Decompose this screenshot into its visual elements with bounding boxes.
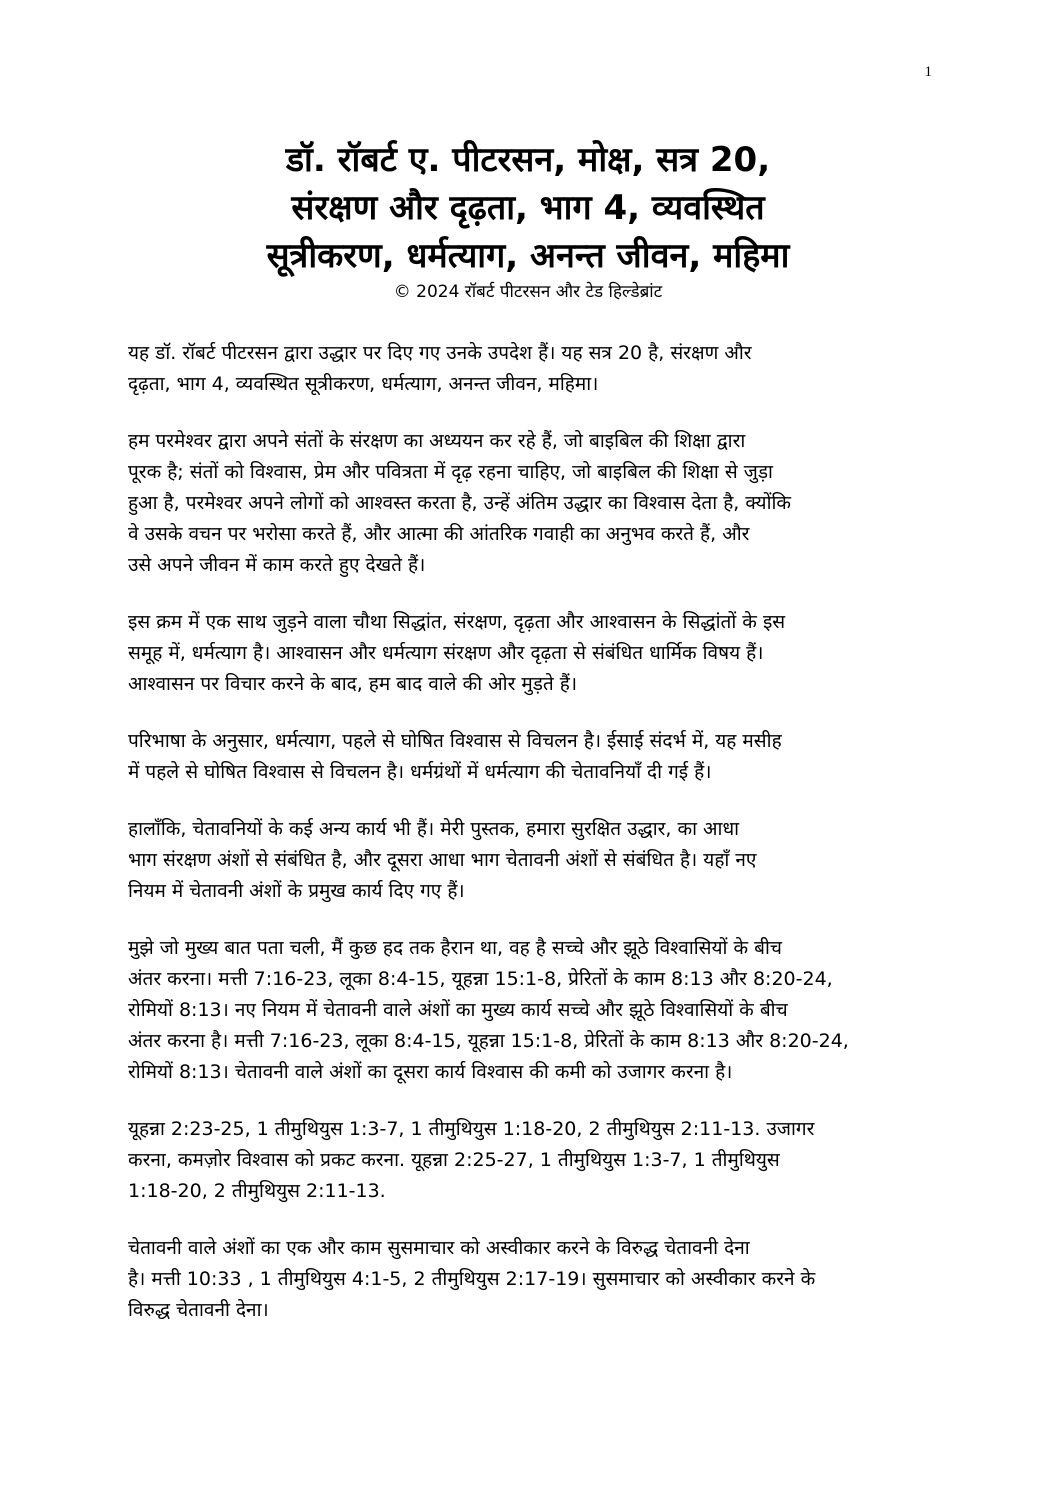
title-line: डॉ. रॉबर्ट ए. पीटरसन, मोक्ष, सत्र 20, bbox=[285, 140, 771, 180]
paragraph-line: चेतावनी वाले अंशों का एक और काम सुसमाचार को अस्वीकार करने के विरुद्ध चेतावनी देना bbox=[128, 1237, 750, 1259]
paragraph-line: रोमियों 8:13। चेतावनी वाले अंशों का दूसरा कार्य विश्वास की कमी को उजागर करना है। bbox=[128, 1061, 733, 1083]
paragraph bbox=[128, 338, 934, 400]
paragraph bbox=[128, 1114, 934, 1207]
paragraph-line: यूहन्ना 2:23-25, 1 तीमुथियुस 1:3-7, 1 तीमुथियुस 1:18-20, 2 तीमुथियुस 2:11-13. उजागर bbox=[128, 1118, 815, 1140]
title-line: सूत्रीकरण, धर्मत्याग, अनन्त जीवन, महिमा bbox=[266, 236, 790, 276]
paragraph-line: वे उसके वचन पर भरोसा करते हैं, और आत्मा की आंतरिक गवाही का अनुभव करते हैं, और bbox=[128, 523, 750, 545]
paragraph-line: दृढ़ता, भाग 4, व्यवस्थित सूत्रीकरण, धर्मत्याग, अनन्त जीवन, महिमा। bbox=[128, 373, 599, 395]
paragraph bbox=[128, 814, 934, 907]
paragraph-line: भाग संरक्षण अंशों से संबंधित है, और दूसरा आधा भाग चेतावनी अंशों से संबंधित है। यहाँ नए bbox=[128, 849, 757, 871]
paragraph-line: इस क्रम में एक साथ जुड़ने वाला चौथा सिद्धांत, संरक्षण, दृढ़ता और आश्वासन के सिद्धांतों के इस bbox=[128, 611, 786, 633]
paragraph-line: आश्वासन पर विचार करने के बाद, हम बाद वाले की ओर मुड़ते हैं। bbox=[128, 673, 578, 695]
paragraph bbox=[128, 607, 934, 700]
paragraph-line: विरुद्ध चेतावनी देना। bbox=[128, 1299, 269, 1321]
paragraph-line: करना, कमज़ोर विश्वास को प्रकट करना. यूहन्ना 2:25-27, 1 तीमुथियुस 1:3-7, 1 तीमुथियुस bbox=[128, 1149, 780, 1171]
paragraph bbox=[128, 726, 934, 788]
paragraph-line: समूह में, धर्मत्याग है। आश्वासन और धर्मत्याग संरक्षण और दृढ़ता से संबंधित धार्मिक विषय हैं। bbox=[128, 642, 764, 664]
paragraph-line: हम परमेश्वर द्वारा अपने संतों के संरक्षण का अध्ययन कर रहे हैं, जो बाइबिल की शिक्षा द्वारा bbox=[128, 430, 746, 452]
paragraph-line: परिभाषा के अनुसार, धर्मत्याग, पहले से घोषित विश्वास से विचलन है। ईसाई संदर्भ में, यह मसीह bbox=[128, 730, 782, 752]
paragraph-line: उसे अपने जीवन में काम करते हुए देखते हैं। bbox=[128, 554, 426, 576]
paragraph bbox=[128, 933, 934, 1088]
paragraph bbox=[128, 426, 934, 581]
paragraph-line: 1:18-20, 2 तीमुथियुस 2:11-13. bbox=[128, 1180, 386, 1202]
paragraph-line: में पहले से घोषित विश्वास से विचलन है। धर्मग्रंथों में धर्मत्याग की चेतावनियाँ दी गई हैं। bbox=[128, 761, 712, 783]
paragraph-line: नियम में चेतावनी अंशों के प्रमुख कार्य दिए गए हैं। bbox=[128, 880, 465, 902]
paragraph-line: है। मत्ती 10:33 , 1 तीमुथियुस 4:1-5, 2 तीमुथियुस 2:17-19। सुसमाचार को अस्वीकार करने के bbox=[128, 1268, 816, 1290]
page-number: 1 bbox=[924, 64, 932, 80]
document-title bbox=[128, 136, 928, 280]
paragraph-line: अंतर करना है। मत्ती 7:16-23, लूका 8:4-15, यूहन्ना 15:1-8, प्रेरितों के काम 8:13 और 8:20-24, bbox=[128, 1030, 849, 1052]
paragraph-line: पूरक है; संतों को विश्वास, प्रेम और पवित्रता में दृढ़ रहना चाहिए, जो बाइबिल की शिक्षा से जुड़ा bbox=[128, 461, 773, 483]
paragraph-line: यह डॉ. रॉबर्ट पीटरसन द्वारा उद्धार पर दिए गए उनके उपदेश हैं। यह सत्र 20 है, संरक्षण और bbox=[128, 342, 752, 364]
paragraph bbox=[128, 1233, 934, 1326]
title-block bbox=[128, 136, 928, 304]
paragraph-line: हुआ है, परमेश्वर अपने लोगों को आश्वस्त करता है, उन्हें अंतिम उद्धार का विश्वास देता है, क्योंकि bbox=[128, 492, 791, 514]
paragraph-line: मुझे जो मुख्य बात पता चली, मैं कुछ हद तक हैरान था, वह है सच्चे और झूठे विश्वासियों के बीच bbox=[128, 937, 782, 959]
title-line: संरक्षण और दृढ़ता, भाग 4, व्यवस्थित bbox=[291, 188, 765, 228]
copyright-notice: © 2024 रॉबर्ट पीटरसन और टेड हिल्डेब्रांट bbox=[393, 282, 663, 302]
paragraph-line: रोमियों 8:13। नए नियम में चेतावनी वाले अंशों का मुख्य कार्य सच्चे और झूठे विश्वासियों के बीच bbox=[128, 999, 788, 1021]
document-body bbox=[128, 338, 934, 1352]
paragraph-line: अंतर करना। मत्ती 7:16-23, लूका 8:4-15, यूहन्ना 15:1-8, प्रेरितों के काम 8:13 और 8:20-24, bbox=[128, 968, 833, 990]
paragraph-line: हालाँकि, चेतावनियों के कई अन्य कार्य भी हैं। मेरी पुस्तक, हमारा सुरक्षित उद्धार, का आधा bbox=[128, 818, 740, 840]
